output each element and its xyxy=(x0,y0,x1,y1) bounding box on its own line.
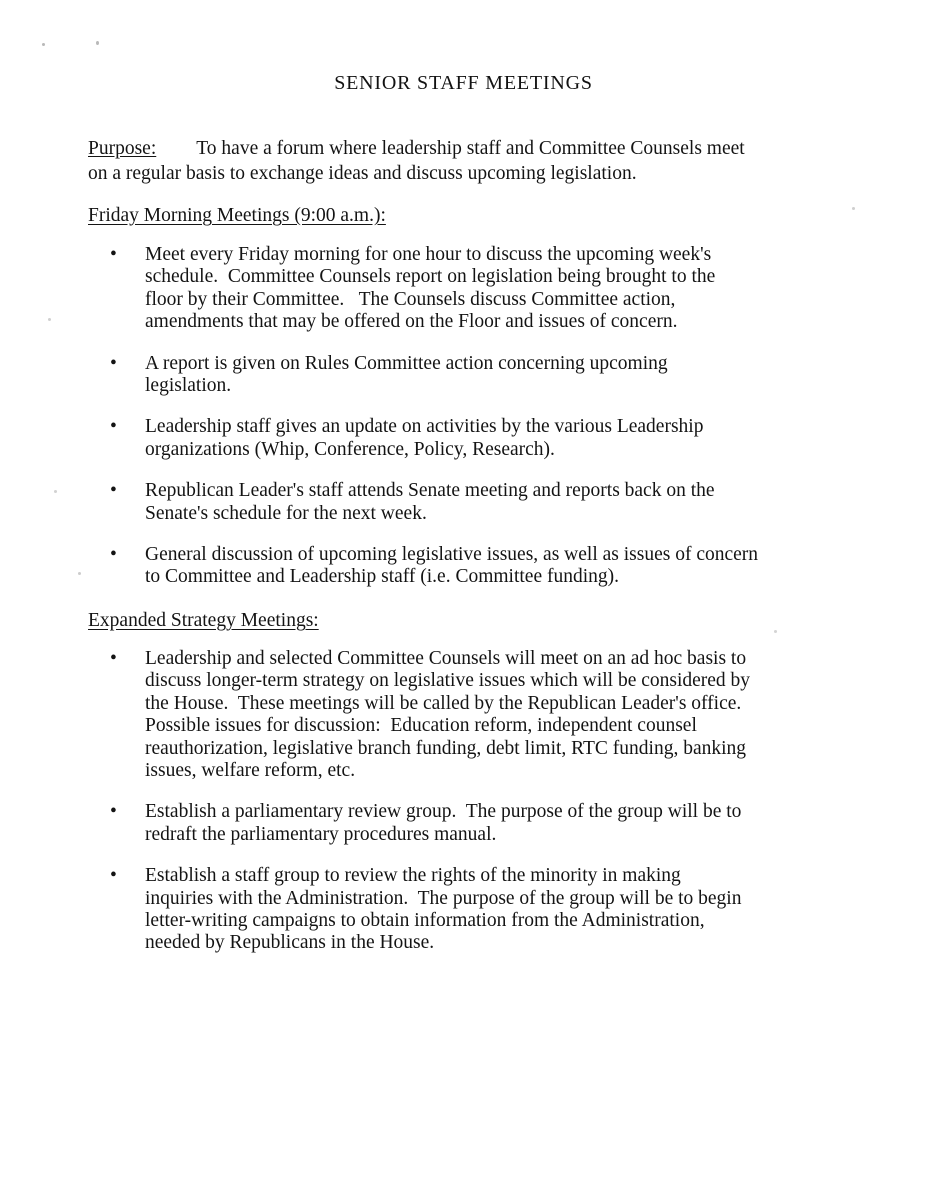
bullet-line: needed by Republicans in the House. xyxy=(145,932,435,954)
scan-speck xyxy=(42,43,45,46)
list-item xyxy=(88,416,828,461)
bullet-point-icon: • xyxy=(110,648,117,669)
purpose-text-line-2: on a regular basis to exchange ideas and discuss upcoming legislation. xyxy=(88,163,637,184)
bullet-line: issues, welfare reform, etc. xyxy=(145,760,356,782)
list-item xyxy=(88,244,828,334)
scan-speck xyxy=(78,572,81,575)
bullet-line: discuss longer-term strategy on legislative issues which will be considered by xyxy=(145,670,751,692)
page-title: SENIOR STAFF MEETINGS xyxy=(334,72,593,94)
list-item xyxy=(88,353,828,398)
bullet-line: Republican Leader's staff attends Senate meeting and reports back on the xyxy=(145,480,715,502)
bullet-line: A report is given on Rules Committee action concerning upcoming xyxy=(145,352,668,374)
bullet-line: reauthorization, legislative branch funding, debt limit, RTC funding, banking xyxy=(145,737,747,759)
bullet-line: Senate's schedule for the next week. xyxy=(145,502,427,524)
section-heading-friday-morning-meetings: Friday Morning Meetings (9:00 a.m.): xyxy=(88,205,386,226)
bullet-line: floor by their Committee. The Counsels discuss Committee action, xyxy=(145,288,676,310)
list-item xyxy=(88,801,828,846)
list-item xyxy=(88,865,828,955)
scan-speck xyxy=(54,490,57,493)
scan-speck xyxy=(852,207,855,210)
bullet-line: Meet every Friday morning for one hour to discuss the upcoming week's xyxy=(145,244,712,265)
bullet-list-friday-morning-meetings xyxy=(88,244,828,589)
bullet-point-icon: • xyxy=(110,480,117,502)
list-item xyxy=(88,544,828,589)
bullet-point-icon: • xyxy=(110,352,117,374)
purpose-text-line-1: To have a forum where leadership staff and Committee Counsels meet xyxy=(196,138,745,159)
bullet-point-icon: • xyxy=(110,244,117,265)
bullet-line: schedule. Committee Counsels report on legislation being brought to the xyxy=(145,266,716,288)
bullet-line: Leadership staff gives an update on activities by the various Leadership xyxy=(145,416,704,438)
bullet-list-expanded-strategy-meetings xyxy=(88,648,828,955)
bullet-line: letter-writing campaigns to obtain information from the Administration, xyxy=(145,910,705,932)
bullet-line: Establish a parliamentary review group. The purpose of the group will be to xyxy=(145,801,742,823)
scan-speck xyxy=(96,41,99,45)
scan-speck xyxy=(48,318,51,321)
purpose-label: Purpose: xyxy=(88,138,157,159)
bullet-line: Leadership and selected Committee Counsels will meet on an ad hoc basis to xyxy=(145,648,747,669)
bullet-line: the House. These meetings will be called by the Republican Leader's office. xyxy=(145,692,742,714)
bullet-line: amendments that may be offered on the Floor and issues of concern. xyxy=(145,311,678,333)
bullet-point-icon: • xyxy=(110,416,117,438)
list-item xyxy=(88,480,828,525)
section-heading-expanded-strategy-meetings: Expanded Strategy Meetings: xyxy=(88,610,319,631)
bullet-line: legislation. xyxy=(145,375,232,397)
bullet-line: to Committee and Leadership staff (i.e. Committee funding). xyxy=(145,566,620,588)
bullet-line: Establish a staff group to review the rights of the minority in making xyxy=(145,865,681,887)
bullet-point-icon: • xyxy=(110,865,117,887)
bullet-line: redraft the parliamentary procedures manual. xyxy=(145,823,497,845)
bullet-point-icon: • xyxy=(110,801,117,823)
bullet-line: inquiries with the Administration. The purpose of the group will be to begin xyxy=(145,887,742,909)
bullet-point-icon: • xyxy=(110,544,117,566)
bullet-line: General discussion of upcoming legislative issues, as well as issues of concern xyxy=(145,544,759,566)
bullet-line: Possible issues for discussion: Education reform, independent counsel xyxy=(145,715,697,737)
purpose-paragraph xyxy=(88,136,826,186)
bullet-line: organizations (Whip, Conference, Policy, Research). xyxy=(145,438,555,460)
list-item xyxy=(88,648,828,782)
